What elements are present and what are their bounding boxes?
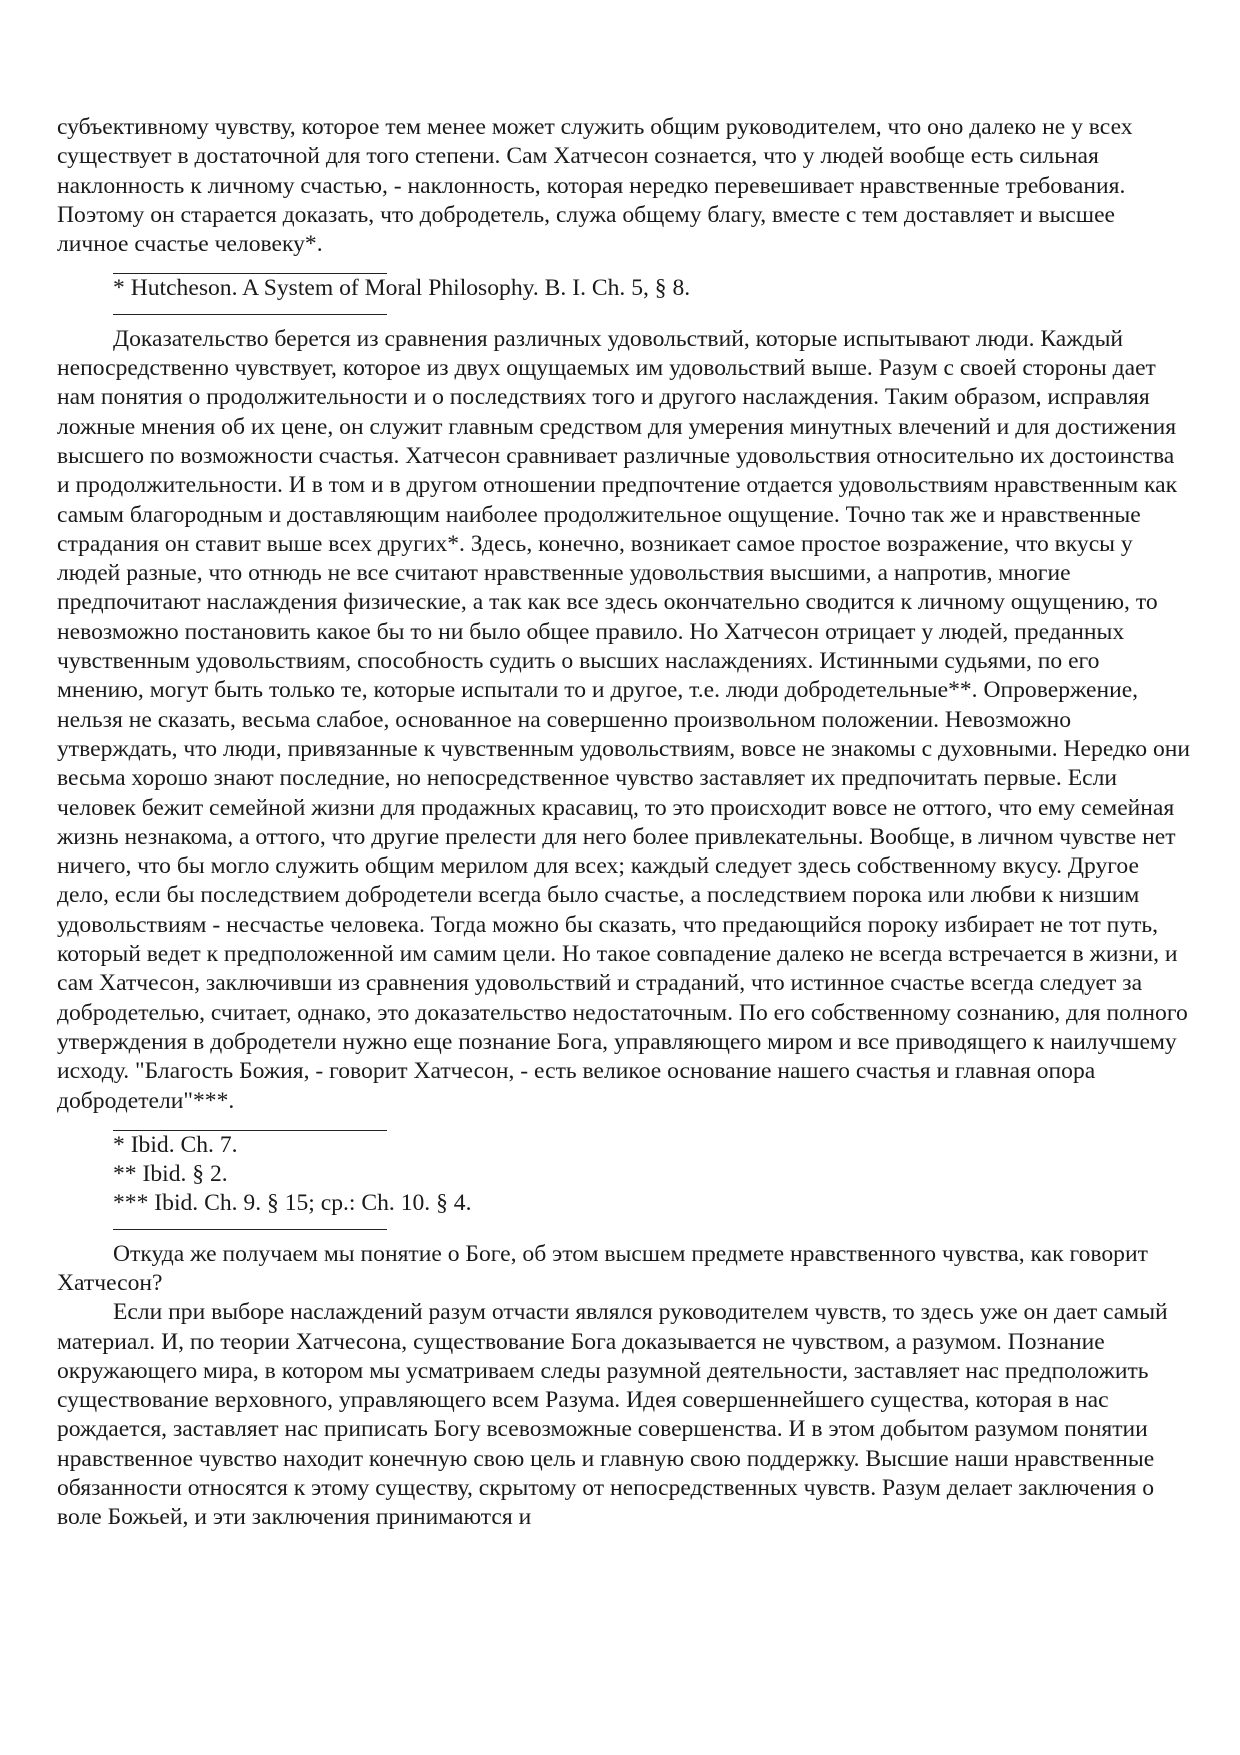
footnote: *** Ibid. Ch. 9. § 15; ср.: Ch. 10. § 4. <box>113 1190 472 1217</box>
footnote: ** Ibid. § 2. <box>113 1161 228 1188</box>
paragraph: Доказательство берется из сравнения различных удовольствий, которые испытывают люди. Каждый непосредственно чувствует, которое из двух ощущаемых им удовольствий выше. Разум с своей стороны дает нам понятия о продолжительности и о последствиях того и другого наслаждения. Таким образом, исправляя ложные мнения об их цене, он служит главным средством для умерения минутных влечений и для достижения высшего по возможности счастья. Хатчесон сравнивает различные удовольствия относительно их достоинства и продолжительности. И в том и в другом отношении предпочтение отдается удовольствиям нравственным как самым благородным и доставляющим наиболее продолжительное ощущение. Точно так же и нравственные страдания он ставит выше всех других*. Здесь, конечно, возникает самое простое возражение, что вкусы у людей разные, что отнюдь не все считают нравственные удовольствия высшими, а напротив, многие предпочитают наслаждения физические, а так как все здесь окончательно сводится к личному ощущению, то невозможно постановить какое бы то ни было общее правило. Но Хатчесон отрицает у людей, преданных чувственным удовольствиям, способность судить о высших наслаждениях. Истинными судьями, по его мнению, могут быть только те, которые испытали то и другое, т.е. люди добродетельные**. Опровержение, нельзя не сказать, весьма слабое, основанное на совершенно произвольном положении. Невозможно утверждать, что люди, привязанные к чувственным удовольствиям, вовсе не знакомы с духовными. Нередко они весьма хорошо знают последние, но непосредственное чувство заставляет их предпочитать первые. Если человек бежит семейной жизни для продажных красавиц, то это происходит вовсе не оттого, что ему семейная жизнь незнакома, а оттого, что другие прелести для него более привлекательны. Вообще, в личном чувстве нет ничего, что бы могло служить общим мерилом для всех; каждый следует здесь собственному вкусу. Другое дело, если бы последствием добродетели всегда было счастье, а последствием порока или любви к низшим удовольствиям - несчастье человека. Тогда можно бы сказать, что предающийся пороку избирает не тот путь, который ведет к предположенной им самим цели. Но такое совпадение далеко не всегда встречается в жизни, и сам Хатчесон, заключивши из сравнения удовольствий и страданий, что истинное счастье всегда следует за добродетелью, считает, однако, это доказательство недостаточным. По его собственному сознанию, для полного утверждения в добродетели нужно еще познание Бога, управляющего миром и все приводящего к наилучшему исходу. "Благость Божия, - говорит Хатчесон, - есть великое основание нашего счастья и главная опора добродетели"***. <box>57 325 1190 1114</box>
footnote: * Hutcheson. A System of Moral Philosophy. B. I. Ch. 5, § 8. <box>113 275 691 302</box>
paragraph: Откуда же получаем мы понятие о Боге, об этом высшем предмете нравственного чувства, как говорит Хатчесон? <box>57 1240 1148 1296</box>
paragraph: Если при выборе наслаждений разум отчасти являлся руководителем чувств, то здесь уже он дает самый материал. И, по теории Хатчесона, существование Бога доказывается не чувством, а разумом. Познание окружающего мира, в котором мы усматриваем следы разумной деятельности, заставляет нас предположить существование верховного, управляющего всем Разума. Идея совершеннейшего существа, которая в нас рождается, заставляет нас приписать Богу всевозможные совершенства. И в этом добытом разумом понятии нравственное чувство находит конечную свою цель и главную свою поддержку. Высшие наши нравственные обязанности относятся к этому существу, скрытому от непосредственных чувств. Разум делает заключения о воле Божьей, и эти заключения принимаются и <box>57 1299 1168 1531</box>
document-page <box>57 113 1190 1533</box>
footnote: * Ibid. Ch. 7. <box>113 1131 238 1158</box>
paragraph: субъективному чувству, которое тем менее может служить общим руководителем, что оно далеко не у всех существует в достаточной для того степени. Сам Хатчесон сознается, что у людей вообще есть сильная наклонность к личному счастью, - наклонность, которая нередко перевешивает нравственные требования. Поэтому он старается доказать, что добродетель, служа общему благу, вместе с тем доставляет и высшее личное счастье человеку*. <box>57 114 1133 258</box>
